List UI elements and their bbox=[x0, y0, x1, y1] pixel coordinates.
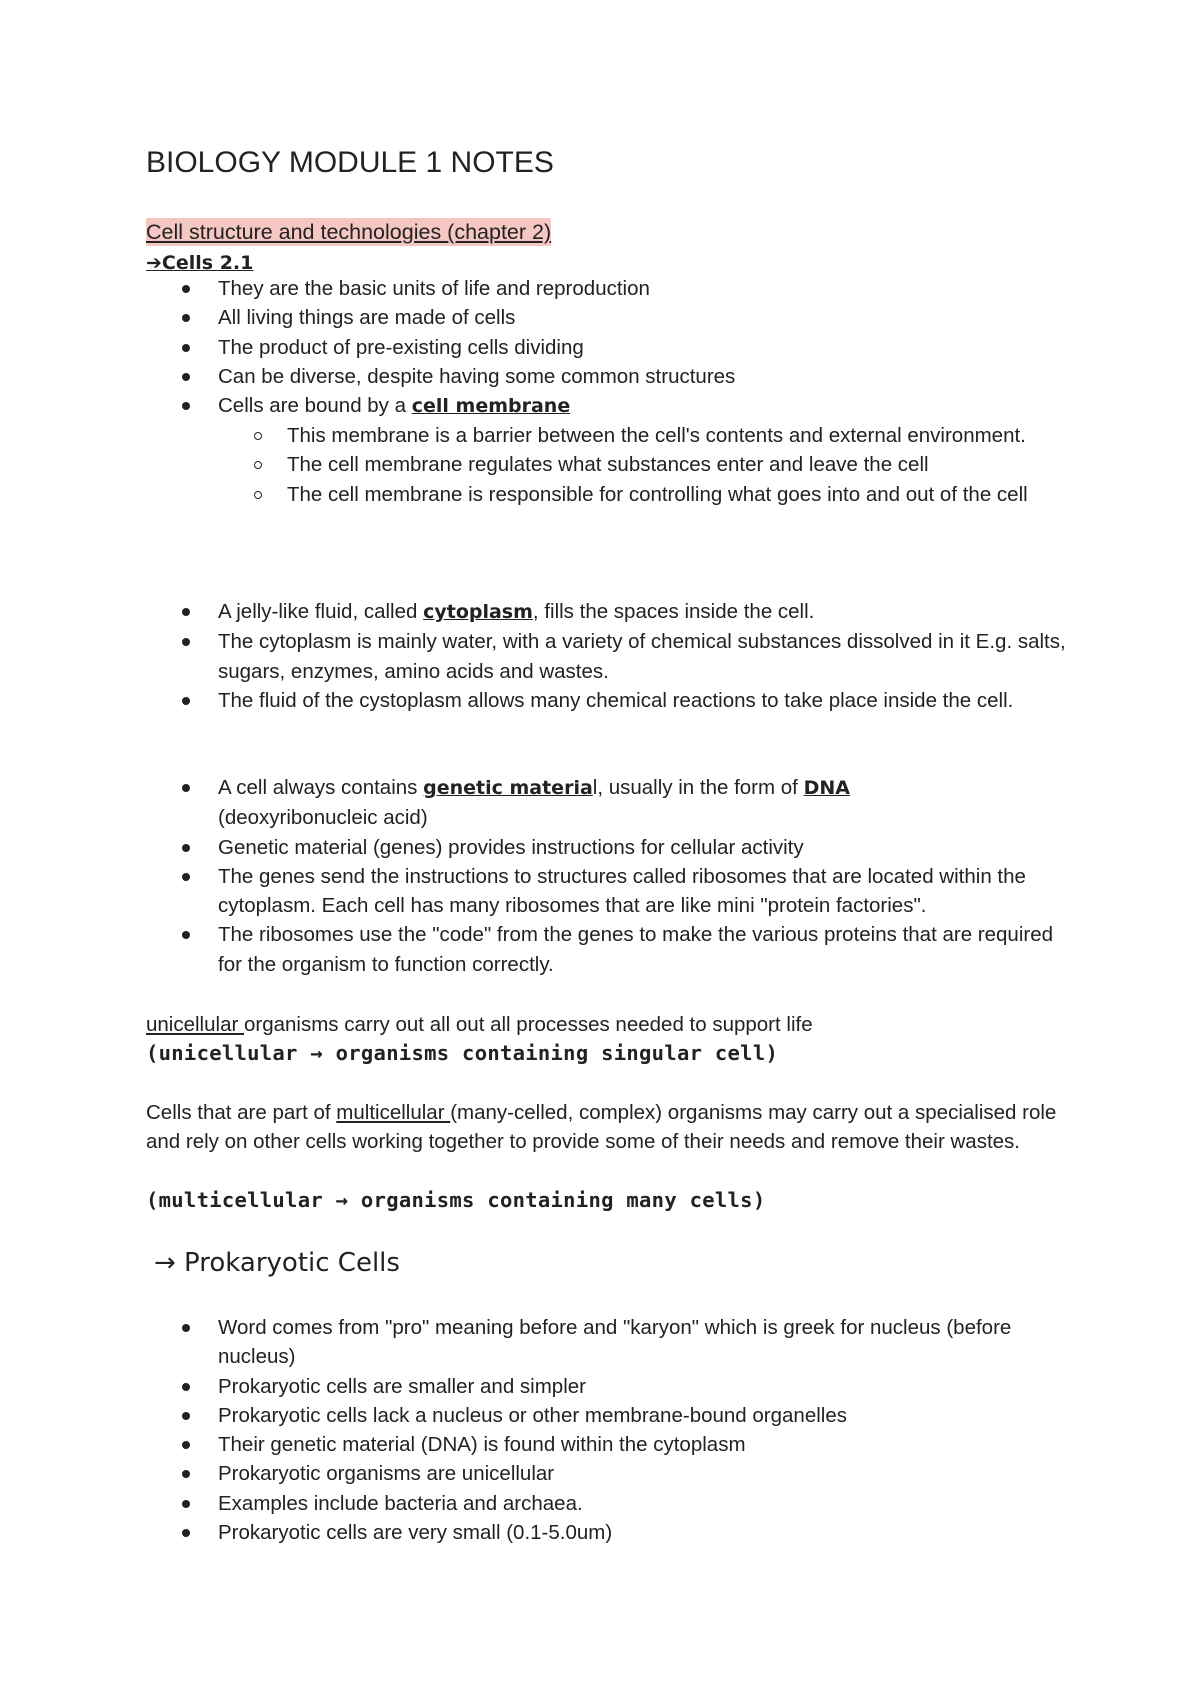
genetic-list bbox=[182, 773, 1082, 979]
item-text: l, usually in the form of bbox=[592, 776, 804, 799]
keyword-dna: DNA bbox=[803, 777, 850, 799]
subheading-cells: ➔Cells 2.1 bbox=[146, 252, 254, 274]
keyword-genetic-material: genetic materia bbox=[423, 777, 593, 799]
list-item: Prokaryotic organisms are unicellular bbox=[182, 1459, 1082, 1488]
list-item: The ribosomes use the "code" from the genes to make the various proteins that are required for the organism to function correctly. bbox=[182, 920, 1082, 979]
item-text: (deoxyribonucleic acid) bbox=[218, 806, 428, 830]
term-unicellular: unicellular bbox=[146, 1013, 244, 1036]
list-item: They are the basic units of life and reproduction bbox=[182, 274, 1082, 303]
item-text: , fills the spaces inside the cell. bbox=[532, 600, 815, 623]
para-text: Cells that are part of bbox=[146, 1101, 337, 1124]
list-item: This membrane is a barrier between the cell's contents and external environment. bbox=[254, 421, 1074, 450]
prokaryotic-list bbox=[182, 1313, 1082, 1547]
unicellular-paragraph bbox=[146, 1010, 1076, 1039]
list-item: Prokaryotic cells lack a nucleus or other membrane-bound organelles bbox=[182, 1401, 1082, 1430]
multicellular-definition: (multicellular → organisms containing many cells) bbox=[146, 1188, 766, 1212]
list-item bbox=[182, 391, 1082, 421]
page-title: BIOLOGY MODULE 1 NOTES bbox=[146, 146, 554, 179]
list-item bbox=[182, 773, 1082, 833]
section-heading: Cell structure and technologies (chapter 2) bbox=[146, 220, 552, 244]
multicellular-paragraph bbox=[146, 1098, 1076, 1157]
list-item: The cell membrane is responsible for controlling what goes into and out of the cell bbox=[254, 480, 1074, 509]
list-item: The cell membrane regulates what substances enter and leave the cell bbox=[254, 450, 1074, 479]
item-text: A cell always contains bbox=[218, 776, 424, 799]
list-item: Genetic material (genes) provides instructions for cellular activity bbox=[182, 833, 1082, 862]
list-item bbox=[182, 597, 1082, 627]
keyword-cytoplasm: cytoplasm bbox=[423, 601, 533, 623]
para-text: organisms carry out all out all processes needed to support life bbox=[244, 1013, 813, 1036]
list-item: Their genetic material (DNA) is found within the cytoplasm bbox=[182, 1430, 1082, 1459]
cytoplasm-list bbox=[182, 597, 1082, 715]
list-item: The genes send the instructions to structures called ribosomes that are located within the cytoplasm. Each cell has many ribosomes that are like mini "protein factories". bbox=[182, 862, 1082, 921]
list-item: The product of pre-existing cells dividing bbox=[182, 333, 1082, 362]
list-item: Examples include bacteria and archaea. bbox=[182, 1489, 1082, 1518]
membrane-sublist bbox=[254, 421, 1074, 509]
list-item: All living things are made of cells bbox=[182, 303, 1082, 332]
cells-list bbox=[182, 274, 1082, 421]
item-text: Cells are bound by a bbox=[218, 394, 412, 418]
para-text: (many-celled, complex) organisms may carry out a specialised role and rely on other cells working together to provide some of their needs and remove their wastes. bbox=[146, 1101, 1057, 1154]
prokaryotic-heading: → Prokaryotic Cells bbox=[154, 1248, 400, 1278]
list-item: Prokaryotic cells are smaller and simpler bbox=[182, 1372, 1082, 1401]
list-item: The cytoplasm is mainly water, with a variety of chemical substances dissolved in it E.g. salts, sugars, enzymes, amino acids and wastes. bbox=[182, 627, 1082, 686]
item-text: A jelly-like fluid, called bbox=[218, 600, 424, 623]
keyword-cell-membrane: cell membrane bbox=[411, 395, 571, 418]
unicellular-definition: (unicellular → organisms containing singular cell) bbox=[146, 1041, 779, 1065]
list-item: The fluid of the cystoplasm allows many chemical reactions to take place inside the cell. bbox=[182, 686, 1082, 715]
list-item: Prokaryotic cells are very small (0.1-5.0um) bbox=[182, 1518, 1082, 1547]
term-multicellular: multicellular bbox=[336, 1101, 451, 1124]
list-item: Word comes from "pro" meaning before and "karyon" which is greek for nucleus (before nucleus) bbox=[182, 1313, 1082, 1372]
list-item: Can be diverse, despite having some common structures bbox=[182, 362, 1082, 391]
